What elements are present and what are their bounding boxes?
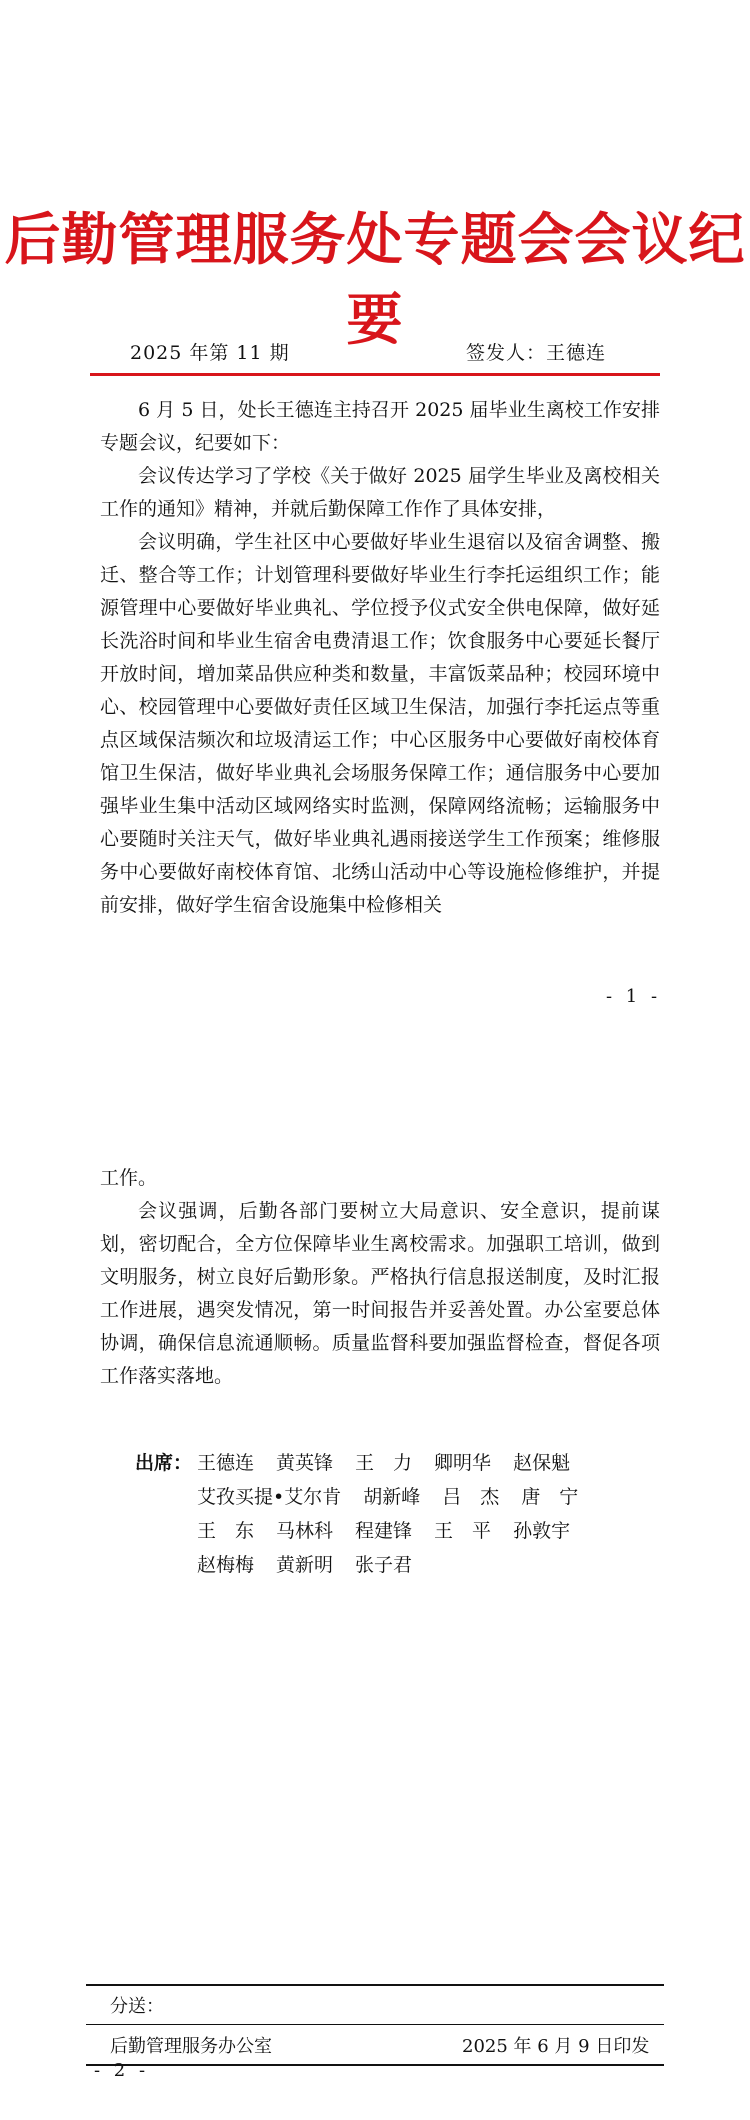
page-number: - 1 - <box>606 986 662 1007</box>
attendees-row <box>197 1480 667 1514</box>
page-2-body <box>100 1162 660 1393</box>
attendees-list <box>197 1446 667 1582</box>
attendee-name: 黄英锋 <box>276 1452 334 1474</box>
footer-divider-top <box>86 1984 664 1986</box>
attendees-row <box>197 1446 667 1480</box>
attendees-label: 出席： <box>135 1452 193 1474</box>
attendee-name: 吕 杰 <box>442 1486 500 1508</box>
attendee-name: 王 平 <box>434 1520 492 1542</box>
page-2 <box>0 1060 750 2120</box>
attendee-name: 唐 宁 <box>521 1486 579 1508</box>
attendee-name: 程建锋 <box>355 1520 413 1542</box>
attendee-name: 赵梅梅 <box>197 1554 255 1576</box>
attendee-name: 王 东 <box>197 1520 255 1542</box>
paragraph: 会议传达学习了学校《关于做好 2025 届学生毕业及离校相关工作的通知》精神，并就后勤保障工作作了具体安排， <box>100 465 660 520</box>
attendee-name: 王德连 <box>197 1452 255 1474</box>
attendees-row <box>197 1514 667 1548</box>
attendee-name: 卿明华 <box>434 1452 492 1474</box>
attendee-name: 艾孜买提•艾尔肯 <box>197 1486 342 1508</box>
attendee-name: 孙敦宇 <box>513 1520 571 1542</box>
attendee-name: 王 力 <box>355 1452 413 1474</box>
issue-number: 2025 年第 11 期 <box>130 342 290 364</box>
distribution-label: 分送： <box>110 1996 164 2017</box>
paragraph-continuation: 工作。 <box>100 1167 158 1189</box>
attendee-name: 胡新峰 <box>363 1486 421 1508</box>
attendee-name: 赵保魁 <box>513 1452 571 1474</box>
paragraph: 会议强调，后勤各部门要树立大局意识、安全意识，提前谋划，密切配合，全方位保障毕业生离校需求。加强职工培训，做到文明服务，树立良好后勤形象。严格执行信息报送制度，及时汇报工作进展，遇突发情况，第一时间报告并妥善处置。办公室要总体协调，确保信息流通顺畅。质量监督科要加强监督检查，督促各项工作落实落地。 <box>100 1200 660 1387</box>
paragraph: 会议明确，学生社区中心要做好毕业生退宿以及宿舍调整、搬迁、整合等工作；计划管理科要做好毕业生行李托运组织工作；能源管理中心要做好毕业典礼、学位授予仪式安全供电保障，做好延长洗浴时间和毕业生宿舍电费清退工作；饮食服务中心要延长餐厅开放时间，增加菜品供应种类和数量，丰富饭菜品种；校园环境中心、校园管理中心要做好责任区域卫生保洁，加强行李托运点等重点区域保洁频次和垃圾清运工作；中心区服务中心要做好南校体育馆卫生保洁，做好毕业典礼会场服务保障工作；通信服务中心要加强毕业生集中活动区域网络实时监测，保障网络流畅；运输服务中心要随时关注天气，做好毕业典礼遇雨接送学生工作预案；维修服务中心要做好南校体育馆、北绣山活动中心等设施检修维护，并提前安排，做好学生宿舍设施集中检修相关 <box>100 531 660 916</box>
footer-divider-middle <box>86 2024 664 2025</box>
issuing-office: 后勤管理服务办公室 <box>110 2036 272 2057</box>
attendees-row <box>197 1548 667 1582</box>
signer: 签发人：王德连 <box>466 342 607 364</box>
footer-divider-bottom <box>86 2064 664 2066</box>
document-title: 后勤管理服务处专题会会议纪要 <box>4 207 746 353</box>
attendee-name: 黄新明 <box>276 1554 334 1576</box>
paragraph: 6 月 5 日，处长王德连主持召开 2025 届毕业生离校工作安排专题会议，纪要如下： <box>100 399 660 454</box>
print-date: 2025 年 6 月 9 日印发 <box>462 2036 650 2057</box>
red-divider <box>90 373 660 376</box>
page-1-body <box>100 394 660 922</box>
attendee-name: 马林科 <box>276 1520 334 1542</box>
page-number: - 2 - <box>94 2060 150 2081</box>
attendee-name: 张子君 <box>355 1554 413 1576</box>
